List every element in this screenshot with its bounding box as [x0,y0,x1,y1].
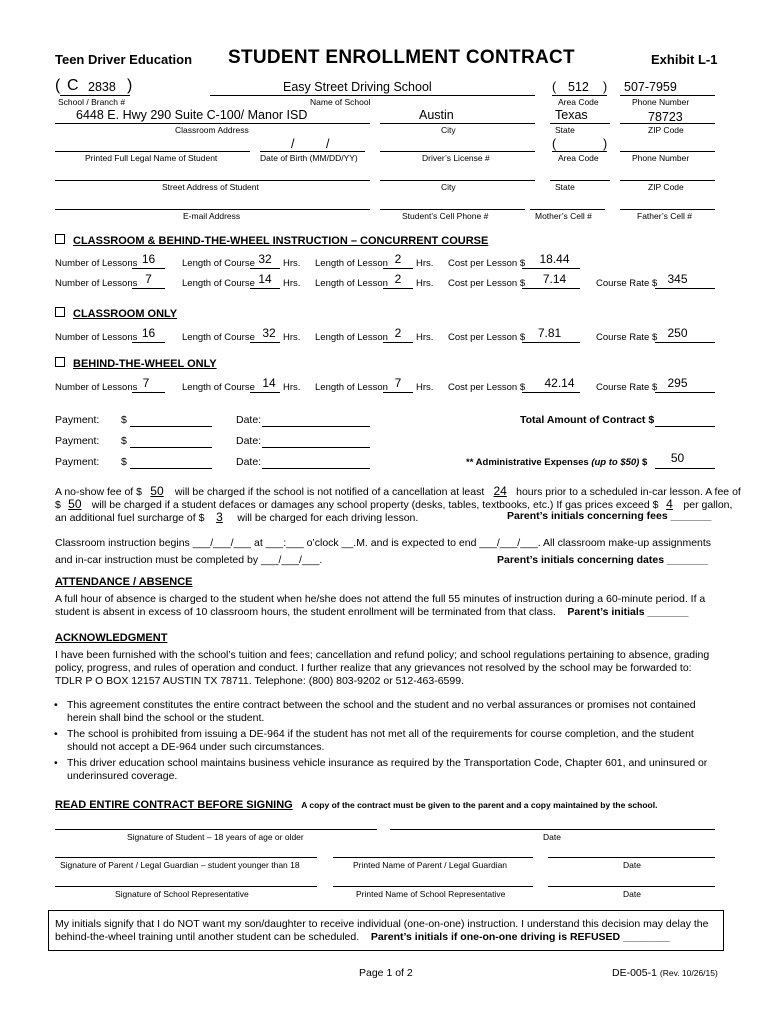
student-date-line[interactable] [390,829,715,830]
student-area-line[interactable] [552,151,607,152]
fees-line-1 [55,484,741,498]
label-num-lessons: Number of Lessons [55,278,138,289]
exhibit-label: Exhibit L-1 [651,52,718,67]
student-phone-line[interactable] [620,151,715,152]
attendance-body: A full hour of absence is charged to the student when he/she does not attend the full 55 minutes of instruction during a 60-minute period. If a student is absent in excess of 10 classroom hours, the student enrollment will be terminated from that class. [55,593,706,618]
label-hrs: Hrs. [283,382,301,393]
attendance-initials[interactable]: Parent’s initials _______ [567,606,689,618]
student-city-line[interactable] [380,180,535,181]
payment-dollar: $ [121,435,127,447]
phone-caption: Phone Number [632,97,690,107]
fees-text: will be charged for each driving lesson. [237,512,419,524]
state-caption: State [555,125,575,135]
section-classroom[interactable] [55,307,177,320]
section-btw-title: BEHIND-THE-WHEEL ONLY [73,358,217,370]
fuel-surcharge[interactable]: 3 [216,510,223,524]
num-lessons-line[interactable] [132,392,165,393]
cost-value: 42.14 [544,376,575,390]
label-course-rate: Course Rate $ [596,382,658,393]
address-line[interactable] [55,123,370,124]
checkbox-btw[interactable] [55,357,65,367]
payment-label: Payment: [55,456,100,468]
length-course-value: 14 [258,272,272,286]
paren-open: ( [55,77,61,94]
student-zip-caption: ZIP Code [648,182,684,192]
branch-number: 2838 [88,80,116,94]
mother-caption: Mother’s Cell # [535,211,592,221]
student-name-line[interactable] [55,151,250,152]
school-city: Austin [419,108,454,122]
page-number: Page 1 of 2 [359,967,413,979]
label-length-course: Length of Course [182,382,255,393]
notice-text [55,918,717,944]
label-cost-per-lesson: Cost per Lesson $ [448,278,526,289]
state-line[interactable] [550,123,610,124]
payment-amount-line[interactable] [130,426,212,427]
form-number [612,967,718,979]
student-signature-caption: Signature of Student – 18 years of age or older [127,832,304,842]
student-city-caption: City [441,182,456,192]
student-area-caption: Area Code [558,153,599,163]
label-length-lesson: Length of Lesson [315,258,388,269]
student-signature-line[interactable] [55,829,377,830]
cost-line[interactable] [522,342,580,343]
city-caption: City [441,125,456,135]
num-lessons-value: 7 [145,272,152,286]
student-phone-caption: Phone Number [632,153,690,163]
label-length-lesson: Length of Lesson [315,278,388,289]
fees-line-3 [55,510,418,524]
section-concurrent-title: CLASSROOM & BEHIND-THE-WHEEL INSTRUCTION – CONCURRENT COURSE [73,235,489,247]
num-lessons-line[interactable] [132,268,165,269]
rep-signature-caption: Signature of School Representative [115,889,249,899]
section-btw[interactable] [55,357,217,370]
label-hrs: Hrs. [283,332,301,343]
ack-bullet: • This driver education school maintains business vehicle insurance as required by the Transportation Code, Chapter 601, and uninsured or underinsured coverage. [52,757,720,783]
label-num-lessons: Number of Lessons [55,332,138,343]
admin-line[interactable] [655,468,715,469]
rep-date-line[interactable] [548,886,715,887]
length-lesson-line[interactable] [383,268,413,269]
length-course-line[interactable] [250,342,280,343]
student-state-caption: State [555,182,575,192]
read-note: A copy of the contract must be given to the parent and a copy maintained by the school. [301,800,658,810]
school-phone: 507-7959 [624,80,677,94]
label-cost-per-lesson: Cost per Lesson $ [448,332,526,343]
length-lesson-value: 2 [394,252,402,266]
length-course-value: 14 [262,376,276,390]
zip-caption: ZIP Code [648,125,684,135]
form-revision: (Rev. 10/26/15) [659,968,718,978]
length-lesson-value: 2 [394,272,402,286]
license-caption: Driver’s License # [422,153,490,163]
ack-title: ACKNOWLEDGMENT [55,632,168,644]
attendance-title: ATTENDANCE / ABSENCE [55,576,193,588]
label-cost-per-lesson: Cost per Lesson $ [448,258,526,269]
admin-dollar: $ [641,457,648,468]
label-cost-per-lesson: Cost per Lesson $ [448,382,526,393]
classroom-dates[interactable]: Classroom instruction begins ___/___/___ at ___:___ o’clock __.M. and is expected to end ___/___/___. All classroom make-up assignments [55,537,712,549]
length-course-line[interactable] [250,268,280,269]
street-caption: Street Address of Student [162,182,259,192]
num-lessons-value: 16 [141,326,156,340]
license-line[interactable] [380,151,535,152]
label-course-rate: Course Rate $ [596,332,658,343]
fees-text: will be charged if the school is not notified of a cancellation at least [174,486,485,498]
dob-line[interactable] [260,151,365,152]
label-hrs: Hrs. [416,382,434,393]
read-title: READ ENTIRE CONTRACT BEFORE SIGNING [55,799,293,811]
rep-date-caption: Date [623,889,641,899]
dob-slash-2: / [326,137,330,151]
payment-date-line[interactable] [262,468,370,469]
course-rate-line[interactable] [655,288,715,289]
length-course-value: 32 [262,326,276,340]
parent-date-caption: Date [623,860,641,870]
checkbox-concurrent[interactable] [55,234,65,244]
phone-line[interactable] [620,95,715,96]
cost-value: 7.81 [537,326,562,340]
label-length-lesson: Length of Lesson [315,382,388,393]
section-classroom-title: CLASSROOM ONLY [73,308,178,320]
street-line[interactable] [55,180,370,181]
payment-date-label: Date: [236,435,262,447]
checkbox-classroom[interactable] [55,307,65,317]
school-zip: 78723 [648,110,683,124]
student-state-line[interactable] [550,180,610,181]
rep-signature-line[interactable] [55,886,317,887]
father-caption: Father’s Cell # [637,211,692,221]
dates-initials[interactable]: Parent’s initials concerning dates _______ [497,554,708,566]
school-area-code: 512 [568,80,589,94]
ack-text: I have been furnished with the school’s tuition and fees; cancellation and refund policy; and school regulations pertaining to absence, grading policy, progress, and rules of operation and conduct. I further realize that any grievances not resolved by the school may be forwarded to: TDLR P O BOX 12157 AUSTIN TX 78711. Telephone: (800) 803-9202 or 512-463-6599. [55,649,710,687]
label-hrs: Hrs. [283,278,301,289]
length-lesson-value: 7 [394,376,402,390]
one-on-one-notice [48,910,724,951]
parent-printed-caption: Printed Name of Parent / Legal Guardian [353,860,508,870]
branch-caption: School / Branch # [58,97,126,107]
fees-text: per gallon, [683,499,733,511]
area-code-line[interactable] [552,95,607,96]
label-hrs: Hrs. [416,332,434,343]
rep-printed-line[interactable] [333,886,533,887]
length-course-line[interactable] [250,392,280,393]
ack-bullets [52,699,720,786]
payment-amount-line[interactable] [130,447,212,448]
email-line[interactable] [55,209,370,210]
course-rate-line[interactable] [655,342,715,343]
gas-price[interactable]: 4 [666,497,673,511]
payment-label: Payment: [55,414,100,426]
course-rate-value: 295 [667,376,688,390]
payment-date-line[interactable] [262,426,370,427]
total-line[interactable] [655,426,715,427]
cost-value: 7.14 [542,272,567,286]
cell-caption: Student’s Cell Phone # [402,211,489,221]
fees-text: will be charged if a student defaces or damages any school property (desks, tables, textbooks, etc.) If gas prices exceed $ [91,499,659,511]
label-hrs: Hrs. [416,258,434,269]
paren-close-area: ) [603,80,608,94]
admin-note: (up to $50) [591,457,640,468]
paren-open-area-2: ( [552,137,557,151]
branch-line[interactable] [60,95,130,96]
label-length-course: Length of Course [182,278,255,289]
payment-dollar: $ [121,414,127,426]
admin-value: 50 [670,451,685,465]
payment-dollar: $ [121,456,127,468]
no-show-fee[interactable]: 50 [150,484,164,498]
length-lesson-line[interactable] [383,342,413,343]
school-name: Easy Street Driving School [283,80,432,94]
payment-date-label: Date: [236,456,262,468]
fees-initials[interactable]: Parent’s initials concerning fees _______ [507,510,712,522]
num-lessons-line[interactable] [132,342,165,343]
label-num-lessons: Number of Lessons [55,382,138,393]
dob-caption: Date of Birth (MM/DD/YY) [260,153,358,163]
rep-printed-caption: Printed Name of School Representative [356,889,506,899]
fees-line-2 [55,497,732,511]
page-title: STUDENT ENROLLMENT CONTRACT [228,47,575,68]
parent-date-line[interactable] [548,857,715,858]
notice-body: My initials signify that I do NOT want my son/daughter to receive individual (one-on-one) instruction. I understand this decision may delay the behind-the-wheel training until another student can be scheduled. [55,918,709,943]
total-label: Total Amount of Contract $ [520,414,655,426]
cost-line[interactable] [522,288,580,289]
dob-slash-1: / [291,137,295,151]
school-state: Texas [555,108,588,122]
payment-amount-line[interactable] [130,468,212,469]
parent-signature-caption: Signature of Parent / Legal Guardian – student younger than 18 [60,860,300,870]
label-course-rate: Course Rate $ [596,278,658,289]
payment-label: Payment: [55,435,100,447]
label-length-course: Length of Course [182,332,255,343]
label-length-lesson: Length of Lesson [315,332,388,343]
admin-expenses [466,457,647,468]
email-caption: E-mail Address [183,211,241,221]
course-rate-value: 250 [667,326,688,340]
branch-prefix: C [67,77,79,94]
notice-hours[interactable]: 24 [493,484,507,498]
paren-close-area-2: ) [603,137,608,151]
read-notice [55,795,657,813]
length-lesson-value: 2 [394,326,402,340]
ack-bullet: • This agreement constitutes the entire contract between the school and the student and no verbal assurances or promises not contained herein shall bind the school or the student. [52,699,720,725]
paren-close: ) [127,77,133,94]
father-line[interactable] [620,209,715,210]
attendance-text [55,593,720,619]
school-name-caption: Name of School [310,97,371,107]
fees-text: hours prior to a scheduled in-car lesson. A fee of [516,486,741,498]
ack-bullet: • The school is prohibited from issuing a DE-964 if the student has not met all of the requirements for course completion, and the student should not accept a DE-964 under such circumstances. [52,728,720,754]
area-code-caption: Area Code [558,97,599,107]
cost-line[interactable] [522,268,580,269]
label-num-lessons: Number of Lessons [55,258,138,269]
student-date-caption: Date [543,832,561,842]
payment-date-line[interactable] [262,447,370,448]
course-rate-value: 345 [667,272,688,286]
label-hrs: Hrs. [283,258,301,269]
header-left: Teen Driver Education [55,52,193,67]
zip-line[interactable] [620,123,715,124]
course-rate-line[interactable] [655,392,715,393]
payment-date-label: Date: [236,414,262,426]
num-lessons-value: 16 [141,252,156,266]
fees-text: an additional fuel surcharge of $ [55,512,205,524]
notice-initials[interactable]: Parent’s initials if one-on-one driving is REFUSED ________ [370,931,670,943]
length-course-line[interactable] [250,288,280,289]
paren-open-area: ( [552,80,557,94]
city-line[interactable] [380,123,535,124]
parent-signature-line[interactable] [55,857,317,858]
classroom-address: 6448 E. Hwy 290 Suite C-100/ Manor ISD [76,108,308,122]
label-length-course: Length of Course [182,258,255,269]
cell-line[interactable] [380,209,525,210]
completion-date[interactable]: and in-car instruction must be completed by ___/___/___. [55,554,323,566]
length-lesson-line[interactable] [383,288,413,289]
length-course-value: 32 [258,252,272,266]
school-name-line[interactable] [210,95,535,96]
deface-fee[interactable]: 50 [68,497,82,511]
length-lesson-line[interactable] [383,392,413,393]
admin-label: ** Administrative Expenses [466,457,589,468]
fees-text: A no-show fee of $ [55,486,142,498]
label-hrs: Hrs. [416,278,434,289]
address-caption: Classroom Address [175,125,249,135]
num-lessons-line[interactable] [132,288,165,289]
parent-printed-line[interactable] [333,857,533,858]
student-name-caption: Printed Full Legal Name of Student [85,153,218,163]
form-id: DE-005-1 [612,967,657,979]
student-zip-line[interactable] [620,180,715,181]
cost-value: 18.44 [539,252,570,266]
cost-line[interactable] [522,392,580,393]
num-lessons-value: 7 [142,376,150,390]
fees-text: $ [55,499,61,511]
section-concurrent[interactable] [55,234,488,247]
mother-line[interactable] [530,209,605,210]
